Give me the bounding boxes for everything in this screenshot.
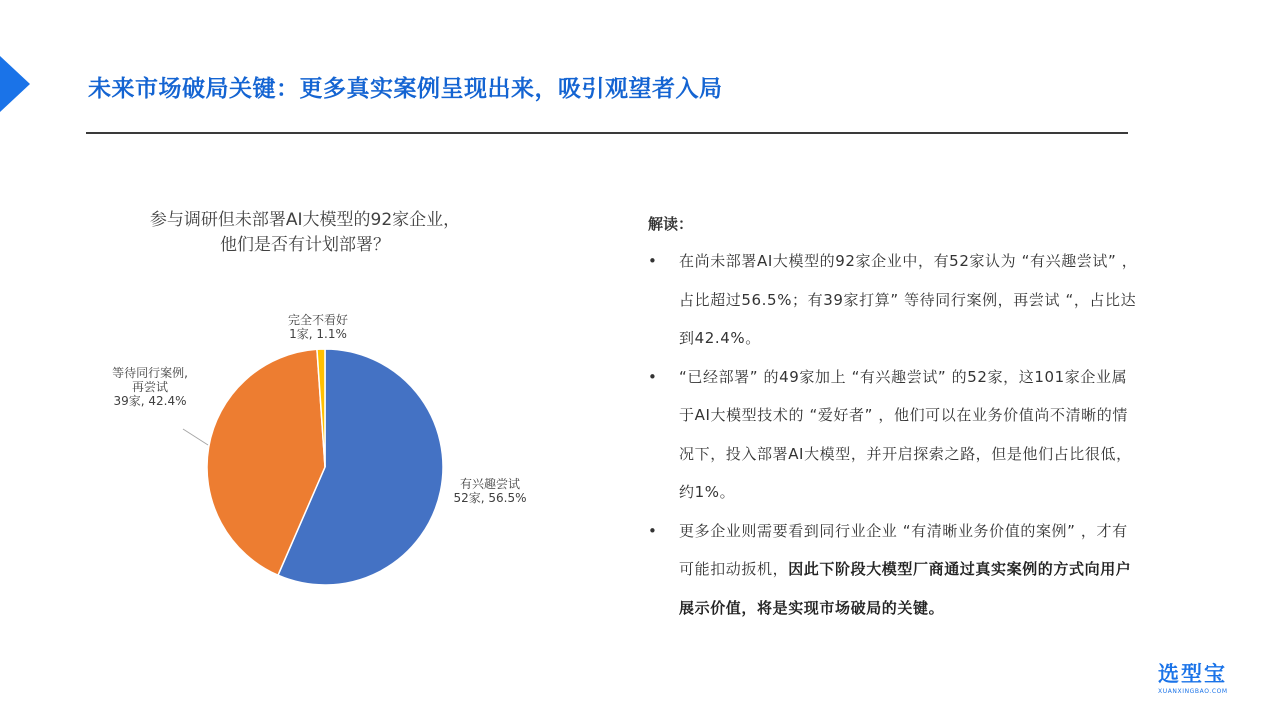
arrow-marker-icon	[0, 56, 30, 112]
interpretation-text: 在尚未部署AI大模型的92家企业中，有52家认为 “有兴趣尝试” ，占比超过56.5%；有39家打算” 等待同行案例，再尝试 “，占比达到42.4%。	[679, 252, 1138, 347]
bullet-dot-icon: •	[648, 252, 658, 270]
slice-label-leader	[183, 429, 208, 445]
interpretation-item	[648, 242, 1138, 358]
slice-label-line: 等待同行案例,	[112, 366, 188, 380]
pie-chart	[90, 300, 560, 600]
chart-title-line-2: 他们是否有计划部署？	[220, 235, 390, 255]
interpretation-item	[648, 358, 1138, 512]
chart-title	[100, 208, 510, 258]
bullet-dot-icon: •	[648, 367, 658, 386]
bullet-dot-icon: •	[648, 521, 658, 540]
brand-logo-name: 选型宝	[1158, 662, 1227, 686]
slice-label-line: 1家, 1.1%	[289, 327, 347, 341]
brand-logo-url: XUANXINGBAO.COM	[1158, 688, 1228, 695]
interpretation-item	[648, 512, 1138, 628]
page-title: 未来市场破局关键：更多真实案例呈现出来，吸引观望者入局	[88, 76, 723, 102]
slice-label-line: 39家, 42.4%	[113, 394, 187, 408]
slice-label	[453, 476, 526, 505]
interpretation-text: 更多企业则需要看到同行业企业 “有清晰业务价值的案例” ，才有可能扣动扳机，	[679, 521, 1128, 578]
interpretation-text: “已经部署” 的49家加上 “有兴趣尝试” 的52家，这101家企业属于AI大模型技术的 “爱好者” ，他们可以在业务价值尚不清晰的情况下，投入部署AI大模型，并开启探索之路，但是他们占比很低，约1%。	[679, 367, 1132, 501]
slice-label-line: 完全不看好	[287, 313, 349, 327]
chart-title-line-1: 参与调研但未部署AI大模型的92家企业，	[149, 210, 461, 230]
slice-label-line: 52家, 56.5%	[453, 491, 527, 505]
title-divider	[86, 132, 1128, 134]
slice-label	[288, 312, 348, 341]
interpretation-heading: 解读：	[648, 215, 694, 233]
brand-logo	[1158, 662, 1242, 695]
slice-label-line: 有兴趣尝试	[459, 477, 521, 491]
slice-label	[112, 365, 188, 408]
interpretation-bold-text: 因此下阶段大模型厂商通过真实案例的方式向用户展示价值，将是实现市场破局的关键。	[679, 560, 1132, 617]
slice-label-line: 再尝试	[131, 380, 169, 394]
interpretation-list	[648, 242, 1138, 627]
